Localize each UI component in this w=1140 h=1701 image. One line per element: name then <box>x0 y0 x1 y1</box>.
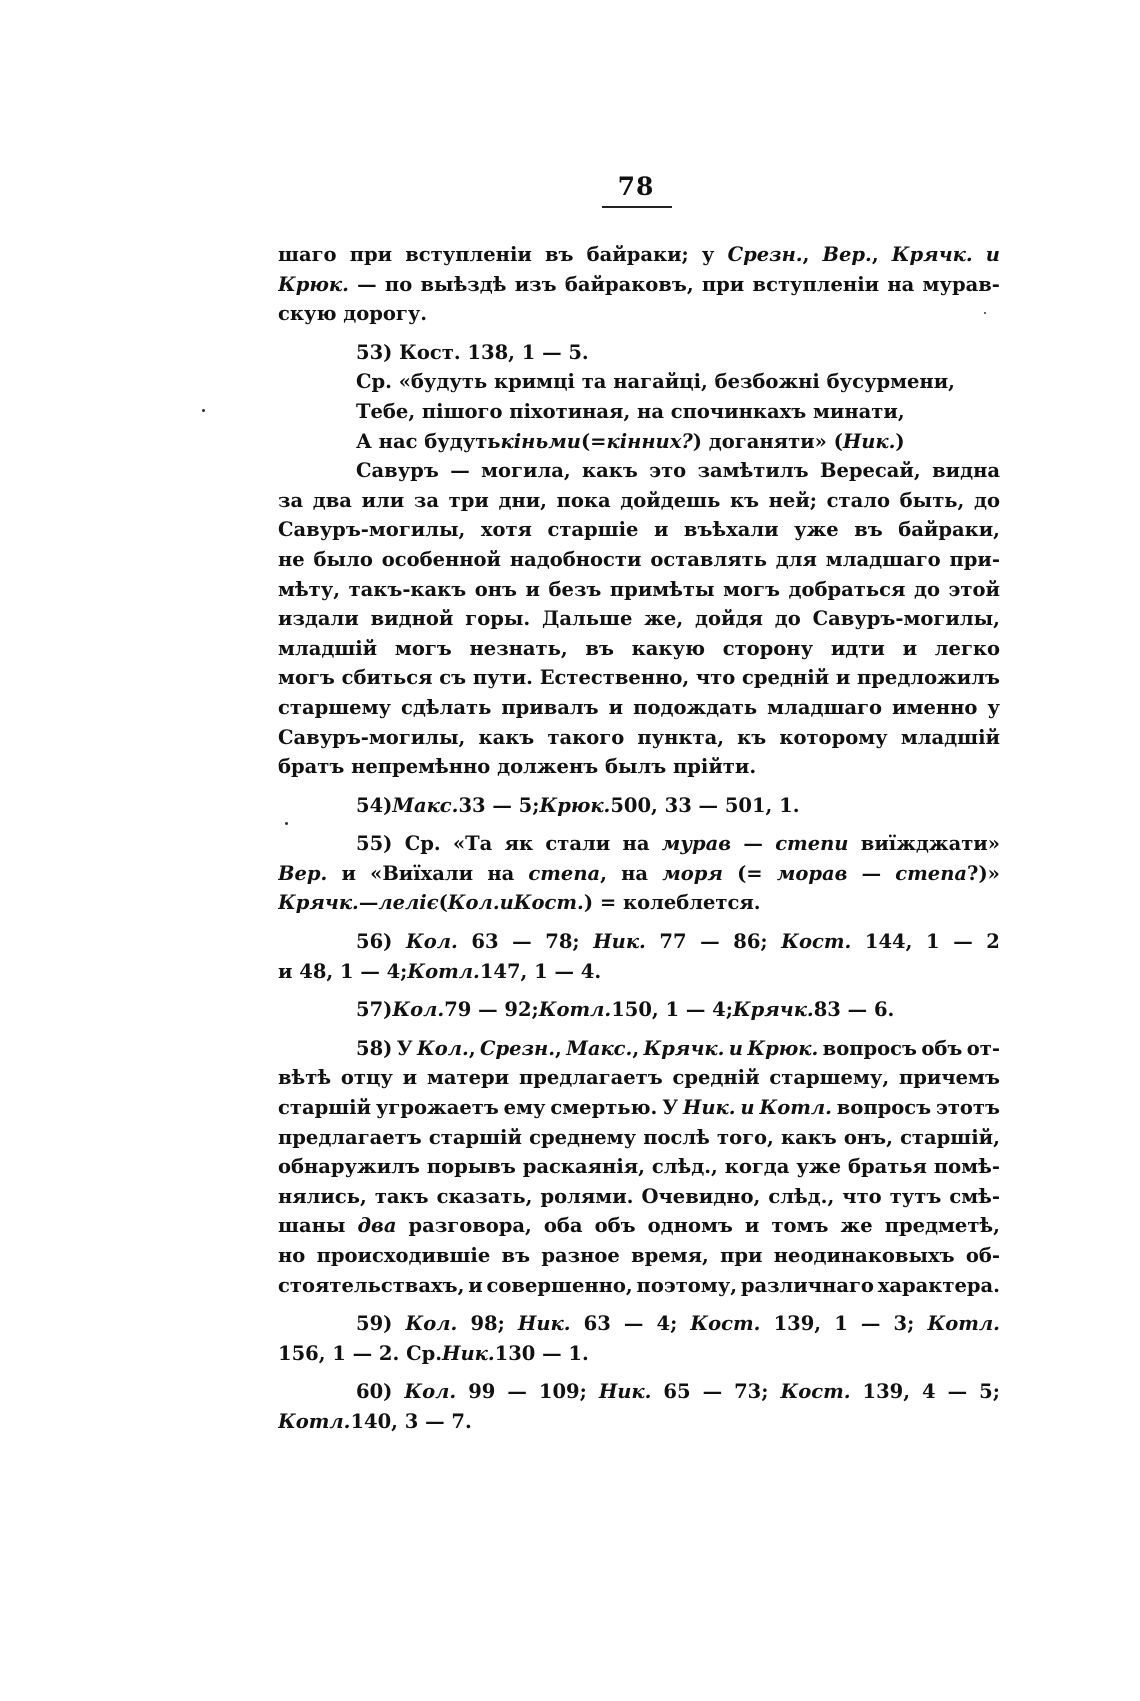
footnote-53-line: 53) Кост. 138, 1 — 5. <box>356 340 589 364</box>
word: особенной <box>381 547 502 571</box>
word: въ <box>585 636 614 660</box>
word: У <box>662 1096 679 1120</box>
word: степи <box>775 832 849 856</box>
word: среднему <box>529 1125 637 1149</box>
word: сдѣлать <box>401 695 492 719</box>
word: уже <box>794 518 839 542</box>
word: и <box>525 577 540 601</box>
word: происходившіе <box>316 1244 491 1267</box>
word: разное <box>541 1244 620 1267</box>
word: это <box>649 459 687 483</box>
word: объ <box>921 1036 963 1060</box>
word: 4 <box>922 1380 936 1404</box>
page-number: 78 <box>617 172 655 201</box>
word: вступленіи <box>752 272 880 296</box>
word: до <box>913 577 940 601</box>
word: предложилъ <box>857 666 1000 690</box>
word: «Виїхали <box>370 861 474 885</box>
word: и <box>744 1214 760 1238</box>
word: Котл. <box>927 1312 1000 1336</box>
word: дойдешь <box>620 488 721 512</box>
word: такъ-какъ <box>348 577 467 601</box>
word: неодинаковыхъ <box>773 1244 955 1267</box>
word: же, <box>644 607 684 631</box>
quote-line: Ср. «будуть кримці та нагайці, безбожні бусурмени, <box>356 370 955 394</box>
text-line <box>278 693 1000 723</box>
word: или <box>361 488 405 512</box>
word: вѣтѣ <box>278 1066 332 1090</box>
word: такого <box>547 725 625 749</box>
word: 65 <box>663 1380 691 1404</box>
word: идти <box>830 636 885 660</box>
ink-speck <box>202 409 205 412</box>
word: Ник. <box>682 1096 736 1120</box>
word: порывъ <box>426 1155 516 1179</box>
footnote-54-line: 54) Макс. 33 — 5; Крюк. 500, 33 — 501, 1. <box>356 793 800 817</box>
word: въ <box>501 1244 531 1267</box>
word: старшему, <box>769 1066 890 1090</box>
word: разговора, <box>408 1214 532 1238</box>
word: 1 <box>926 930 940 954</box>
word: Крюк. <box>278 272 349 296</box>
word: пункта, <box>637 725 724 749</box>
quote-line: Тебе, пішого піхотиная, на спочинкахъ минати, <box>356 399 905 423</box>
word: пока <box>556 488 611 512</box>
word: онъ, <box>843 1125 893 1149</box>
text-line <box>278 1123 1000 1153</box>
word: вопросъ <box>822 1036 917 1060</box>
word: — <box>512 930 532 954</box>
text-line <box>278 270 1000 300</box>
word: и <box>728 1036 743 1060</box>
word: 139, <box>773 1312 822 1336</box>
word: тутъ <box>889 1184 942 1208</box>
word: вступленіи <box>405 243 532 266</box>
word: слѣд., <box>768 1184 835 1208</box>
footnote-57-line: 57) Кол. 79 — 92; Котл. 150, 1 — 4; Крячк. 83 — 6. <box>356 998 895 1022</box>
word: помѣ- <box>933 1155 1000 1179</box>
word: одномъ <box>647 1214 733 1238</box>
word: 63 <box>583 1312 611 1336</box>
word: сторону <box>722 636 814 660</box>
word: 55) <box>356 832 393 856</box>
word: 77 <box>659 930 687 954</box>
word: Вер. <box>278 861 328 885</box>
word: при <box>349 243 393 266</box>
text-line <box>278 1063 1000 1093</box>
word: легко <box>934 636 1000 660</box>
word: — <box>700 930 720 954</box>
word: мѣту, <box>278 577 341 601</box>
word: до <box>973 488 1000 512</box>
word: безъ <box>548 577 602 601</box>
word: — <box>743 832 763 856</box>
word: братья <box>847 1155 927 1179</box>
word: къ <box>737 725 767 749</box>
word: Срезн., <box>727 243 810 266</box>
word: мурав <box>661 832 732 856</box>
word: хотя <box>480 518 532 542</box>
word: моря <box>662 861 723 885</box>
word: Вер., <box>822 243 879 266</box>
word: время, <box>631 1244 709 1267</box>
word: 58) <box>356 1036 393 1060</box>
word: старшему <box>278 695 392 719</box>
word: Дальше <box>542 607 633 631</box>
word: шаго <box>278 243 337 266</box>
footnote-59-line <box>278 1309 1000 1339</box>
word: могъ <box>394 636 452 660</box>
word: от- <box>966 1036 1000 1060</box>
word: виїжджати» <box>860 832 1000 856</box>
text-line <box>278 575 1000 605</box>
text-line <box>278 663 1000 693</box>
word: Вересай, <box>819 459 921 483</box>
word: для <box>775 547 817 571</box>
word: (= <box>737 861 763 885</box>
word: — <box>450 459 470 483</box>
word: ему <box>503 1096 546 1120</box>
word: У <box>396 1036 413 1060</box>
word: три <box>448 488 489 512</box>
word: замѣтилъ <box>697 459 809 483</box>
word: — <box>947 1380 968 1404</box>
word: средній <box>742 666 830 690</box>
text-line <box>278 1093 1000 1123</box>
word: какую <box>631 636 705 660</box>
text-line <box>278 1152 1000 1182</box>
word: привалъ <box>501 695 599 719</box>
page-number-rule <box>602 206 672 208</box>
word: этотъ <box>935 1096 1000 1120</box>
word: у <box>987 695 1000 719</box>
word: смѣ- <box>949 1184 1000 1208</box>
word: два <box>357 1214 397 1238</box>
word: об- <box>965 1244 1000 1267</box>
word: сбиться <box>341 666 433 690</box>
word: у <box>701 243 715 266</box>
word: 86; <box>733 930 768 954</box>
word: могъ <box>723 577 780 601</box>
footnote-58-line <box>278 1034 1000 1064</box>
word: Срезн., <box>480 1036 562 1060</box>
word: горы. <box>465 607 531 631</box>
text-line: и 48, 1 — 4; Котл. 147, 1 — 4. <box>278 959 602 983</box>
word: — <box>623 1312 644 1336</box>
word: Крюк. <box>747 1036 819 1060</box>
word: и <box>608 695 624 719</box>
word: могъ <box>278 666 335 690</box>
word: — <box>861 861 882 885</box>
word: поэтому, <box>636 1273 737 1297</box>
word: — <box>357 272 377 296</box>
text-line <box>278 1241 1000 1271</box>
word: этой <box>948 577 1000 601</box>
word: и <box>468 1273 483 1297</box>
text-line <box>278 486 1000 516</box>
word: какъ <box>478 725 535 749</box>
word: подождать <box>633 695 758 719</box>
word: 1 <box>834 1312 848 1336</box>
word: старшіе <box>547 518 639 542</box>
text-line <box>278 456 1000 486</box>
word: 98; <box>470 1312 505 1336</box>
word: байраковъ, <box>564 272 694 296</box>
word: при- <box>949 547 1000 571</box>
word: Ник. <box>598 1380 652 1404</box>
word: 73; <box>734 1380 769 1404</box>
word: 2 <box>986 930 1000 954</box>
word: дойдя <box>694 607 763 631</box>
word: як <box>504 832 534 856</box>
word: издали <box>278 607 359 631</box>
word: на <box>622 832 650 856</box>
word: стало <box>826 488 890 512</box>
word: при <box>720 1244 763 1267</box>
text-line <box>278 240 1000 270</box>
word: которому <box>779 725 888 749</box>
word: же <box>840 1214 873 1238</box>
word: въ <box>854 518 883 542</box>
word: Крячк. <box>891 243 973 266</box>
word: нялись, <box>278 1184 367 1208</box>
text-line <box>278 1182 1000 1212</box>
word: по <box>384 272 413 296</box>
word: 109; <box>538 1380 587 1404</box>
word: средній <box>672 1066 760 1090</box>
word: Савуръ <box>356 459 439 483</box>
text-line <box>278 515 1000 545</box>
word: младшаго <box>767 695 883 719</box>
text-line: Крячк. — леліє ( Кол. и Кост. ) = колеблется. <box>278 891 761 915</box>
word: именно <box>892 695 978 719</box>
text-line: братъ непремѣнно долженъ былъ прійти. <box>278 755 757 779</box>
word: пути. <box>472 666 533 690</box>
word: Ср. <box>404 832 441 856</box>
word: стали <box>545 832 611 856</box>
word: 59) <box>356 1312 393 1336</box>
word: оба <box>543 1214 583 1238</box>
word: видна <box>932 459 1000 483</box>
word: Очевидно, <box>641 1184 761 1208</box>
word: Савуръ-могилы, <box>278 518 466 542</box>
ink-speck <box>285 822 288 825</box>
word: Ник. <box>517 1312 571 1336</box>
word: различнаго <box>740 1273 874 1297</box>
word: мурав- <box>922 272 1000 296</box>
word: Ник. <box>593 930 646 954</box>
word: предлагаетъ <box>278 1125 422 1149</box>
word: послѣ <box>643 1125 710 1149</box>
word: и <box>740 1096 755 1120</box>
footnote-60-line <box>278 1377 1000 1407</box>
word: смертью. <box>550 1096 658 1120</box>
word: — <box>702 1380 723 1404</box>
word: видной <box>370 607 454 631</box>
word: обнаружилъ <box>278 1155 420 1179</box>
word: было <box>313 547 373 571</box>
word: старшій, <box>900 1125 1000 1149</box>
text-line <box>278 723 1000 753</box>
word: степа?)» <box>895 861 1000 885</box>
word: оставлять <box>650 547 767 571</box>
word: незнать, <box>469 636 568 660</box>
footnote-55-line <box>278 829 1000 859</box>
text-line <box>278 545 1000 575</box>
word: степа, <box>528 861 607 885</box>
word: Кост. <box>781 930 852 954</box>
word: за <box>413 488 439 512</box>
word: и <box>653 518 669 542</box>
word: могила, <box>481 459 571 483</box>
word: надобности <box>509 547 642 571</box>
text-line: Котл. 140, 3 — 7. <box>278 1409 472 1433</box>
word: Кост. <box>690 1312 761 1336</box>
word: — <box>860 1312 881 1336</box>
word: младшій <box>900 725 1000 749</box>
word: съ <box>439 666 467 690</box>
word: томъ <box>771 1214 829 1238</box>
word: въ <box>544 243 574 266</box>
word: что <box>842 1184 882 1208</box>
word: предлагаетъ <box>518 1066 663 1090</box>
word: «Та <box>452 832 493 856</box>
word: раскаянія, <box>522 1155 645 1179</box>
word: примѣты <box>609 577 715 601</box>
word: и <box>902 636 918 660</box>
word: отцу <box>340 1066 393 1090</box>
word: когда <box>724 1155 790 1179</box>
text-line <box>278 604 1000 634</box>
text-line: скую дорогу. <box>278 302 428 326</box>
text-line <box>278 1271 1000 1301</box>
word: Кол. <box>405 930 458 954</box>
word: младшаго <box>825 547 941 571</box>
word: не <box>278 547 305 571</box>
word: 60) <box>356 1380 393 1404</box>
word: байраки; <box>586 243 689 266</box>
word: того, <box>717 1125 774 1149</box>
word: Котл. <box>759 1096 832 1120</box>
word: Естественно, <box>539 666 690 690</box>
word: — <box>953 930 973 954</box>
word: изъ <box>514 272 557 296</box>
word: младшій <box>278 636 378 660</box>
word: какъ <box>780 1125 837 1149</box>
word: 63 <box>471 930 499 954</box>
main-text <box>278 240 1000 1437</box>
word: за <box>278 488 304 512</box>
word: стоятельствахъ, <box>278 1273 465 1297</box>
word: Савуръ-могилы, <box>278 725 466 749</box>
ink-speck <box>984 312 986 314</box>
word: 5; <box>979 1380 1000 1404</box>
word: морав <box>776 861 848 885</box>
word: 3; <box>893 1312 915 1336</box>
quote-line: А нас будуть кіньми (= кінних? ) доганяти» ( Ник. ) <box>356 429 905 453</box>
word: старшій <box>278 1096 372 1120</box>
word: и <box>835 666 851 690</box>
word: ней; <box>768 488 817 512</box>
word: байраки, <box>898 518 1000 542</box>
text-line <box>278 634 1000 664</box>
word: — <box>507 1380 527 1404</box>
word: старшій <box>428 1125 522 1149</box>
word: 56) <box>356 930 393 954</box>
word: предметѣ, <box>884 1214 1000 1238</box>
word: 4; <box>656 1312 678 1336</box>
word: на <box>621 861 649 885</box>
word: ролями. <box>540 1184 634 1208</box>
word: Савуръ-могилы, <box>812 607 1000 631</box>
word: вопросъ <box>836 1096 932 1120</box>
word: Макс., <box>566 1036 640 1060</box>
word: Кост. <box>780 1380 851 1404</box>
word: два <box>312 488 352 512</box>
word: на <box>487 861 515 885</box>
word: Кол., <box>417 1036 476 1060</box>
word: угрожаетъ <box>375 1096 499 1120</box>
word: и <box>402 1066 418 1090</box>
word: дни, <box>498 488 547 512</box>
word: сказать, <box>436 1184 533 1208</box>
word: характера. <box>877 1273 1000 1297</box>
word: 99 <box>468 1380 496 1404</box>
text-line <box>278 1211 1000 1241</box>
word: онъ <box>474 577 517 601</box>
footnote-56-line <box>278 927 1000 957</box>
word: при <box>701 272 745 296</box>
word: что <box>695 666 736 690</box>
word: Кол. <box>404 1380 457 1404</box>
word: какъ <box>582 459 638 483</box>
word: въѣхали <box>683 518 779 542</box>
word: такъ <box>374 1184 429 1208</box>
word: причемъ <box>898 1066 1000 1090</box>
text-line: 156, 1 — 2. Ср. Ник. 130 — 1. <box>278 1341 589 1365</box>
word: уже <box>796 1155 841 1179</box>
word: 139, <box>862 1380 911 1404</box>
word: матери <box>426 1066 510 1090</box>
word: шаны <box>278 1214 346 1238</box>
word: совершенно, <box>486 1273 633 1297</box>
word: на <box>887 272 915 296</box>
word: и <box>341 861 356 885</box>
word: 78; <box>545 930 580 954</box>
word: но <box>278 1244 306 1267</box>
word: 144, <box>864 930 913 954</box>
word: до <box>774 607 801 631</box>
word: къ <box>729 488 760 512</box>
word: и <box>985 243 1000 266</box>
word: объ <box>594 1214 636 1238</box>
word: Кол. <box>405 1312 458 1336</box>
text-line <box>278 859 1000 889</box>
word: быть, <box>899 488 965 512</box>
word: добраться <box>788 577 906 601</box>
word: Крячк. <box>643 1036 725 1060</box>
word: выѣздѣ <box>420 272 507 296</box>
word: слѣд., <box>651 1155 718 1179</box>
